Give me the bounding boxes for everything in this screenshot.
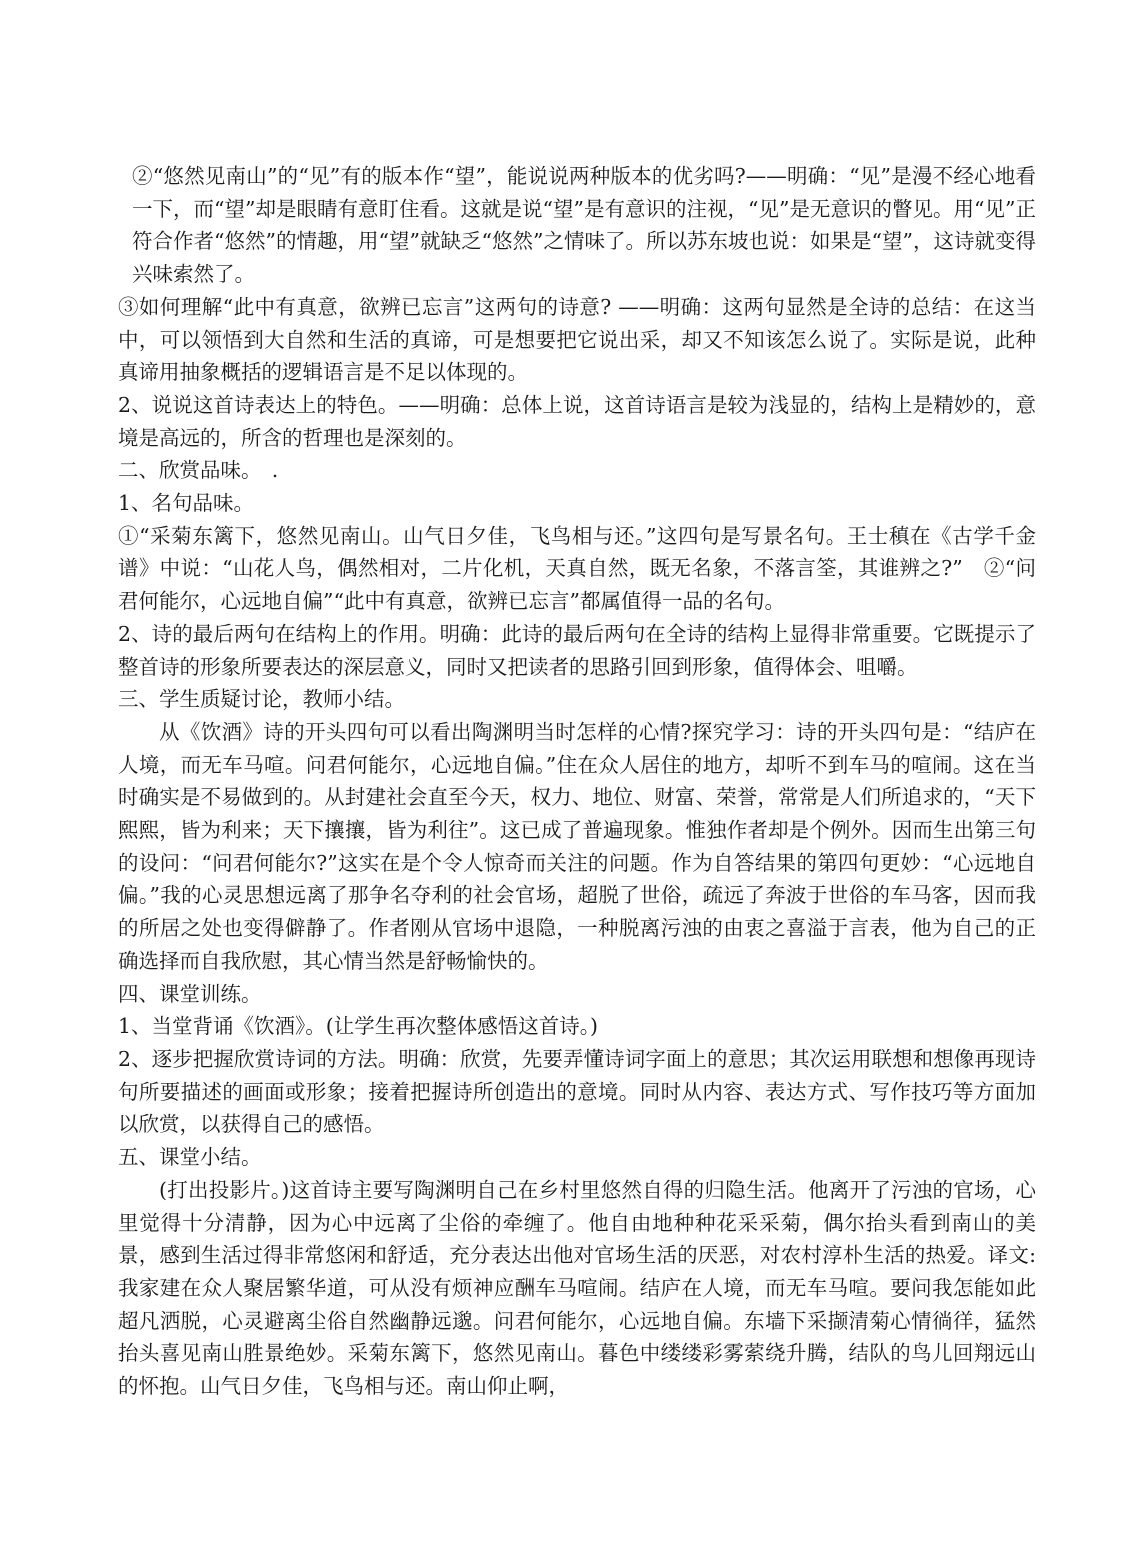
section-heading-summary: 五、课堂小结。 (118, 1145, 262, 1170)
paragraph-famous-lines: ①“采菊东篱下，悠然见南山。山气日夕佳，飞鸟相与还。”这四句是写景名句。王士稹在《古学千金谱》中说：“山花人鸟，偶然相对，二片化机，天真自然，既无名象，不落言筌，其谁辨之?” ②“问君何能尔，心远地自偏”“此中有真意，欲辨已忘言”都属值得一品的名句。 (118, 523, 1036, 614)
paragraph-summary-body: (打出投影片。)这首诗主要写陶渊明自己在乡村里悠然自得的归隐生活。他离开了污浊的官场，心里觉得十分清静，因为心中远离了尘俗的牵缠了。他自由地种种花采采菊，偶尔抬头看到南山的美景，感到生活过得非常悠闲和舒适，充分表达出他对官场生活的厌恶，对农村淳朴生活的热爱。译文: 我家建在众人聚居繁华道，可从没有烦神应酬车马喧闹。结庐在人境，而无车马喧。要问我怎能如此超凡洒脱，心灵避离尘俗自然幽静远邈。问君何能尔，心远地自偏。东墙下采撷清菊心情徜徉，猛然抬头喜见南山胜景绝妙。采菊东篱下，悠然见南山。暮色中缕缕彩雾萦绕升腾，结队的鸟儿回翔远山的怀抱。山气日夕佳，飞鸟相与还。南山仰止啊， (118, 1177, 1036, 1399)
paragraph-ci-zhong-you-zhen-yi: ③如何理解“此中有真意，欲辨已忘言”这两句的诗意? ——明确：这两句显然是全诗的总结：在这当中，可以领悟到大自然和生活的真谛，可是想要把它说出采，却又不知该怎么说了。实际是说，此种真谛用抽象概括的逻辑语言是不足以体现的。 (118, 294, 1036, 385)
section-heading-training: 四、课堂训练。 (118, 981, 262, 1006)
paragraph-last-two-lines: 2、诗的最后两句在结构上的作用。明确：此诗的最后两句在全诗的结构上显得非常重要。它既提示了整首诗的形象所要表达的深层意义，同时又把读者的思路引回到形象，值得体会、咀嚼。 (118, 621, 1036, 679)
paragraph-expression-features: 2、说说这首诗表达上的特色。——明确：总体上说，这首诗语言是较为浅显的，结构上是精妙的，意境是高远的，所含的哲理也是深刻的。 (118, 392, 1036, 450)
section-heading-appreciation: 二、欣赏品味。 . (118, 458, 279, 483)
document-page (118, 160, 1036, 1403)
paragraph-jian-vs-wang: ②“悠然见南山”的“见”有的版本作“望”，能说说两种版本的优劣吗?——明确：“见”是漫不经心地看一下，而“望”却是眼睛有意盯住看。这就是说“望”是有意识的注视，“见”是无意识的瞥见。用“见”正符合作者“悠然”的情趣，用“望”就缺乏“悠然”之情味了。所以苏东坡也说：如果是“望”，这诗就变得兴味索然了。 (132, 164, 1036, 287)
paragraph-discussion-body: 从《饮酒》诗的开头四句可以看出陶渊明当时怎样的心情?探究学习：诗的开头四句是：“结庐在人境，而无车马喧。问君何能尔，心远地自偏。”住在众人居住的地方，却听不到车马的喧闹。这在当时确实是不易做到的。从封建社会直至今天，权力、地位、财富、荣誉，常常是人们所追求的，“天下熙熙，皆为利来；天下攘攘，皆为利往”。这已成了普遍现象。惟独作者却是个例外。因而生出第三句的设问：“问君何能尔?”这实在是个令人惊奇而关注的问题。作为自答结果的第四句更妙：“心远地自偏。”我的心灵思想远离了那争名夺利的社会官场，超脱了世俗，疏远了奔波于世俗的车马客，因而我的所居之处也变得僻静了。作者刚从官场中退隐，一种脱离污浊的由衷之喜溢于言表，他为自己的正确选择而自我欣慰，其心情当然是舒畅愉快的。 (118, 719, 1036, 973)
section-heading-discussion: 三、学生质疑讨论，教师小结。 (118, 687, 405, 712)
paragraph-recite: 1、当堂背诵《饮酒》。(让学生再次整体感悟这首诗。) (118, 1014, 599, 1039)
paragraph-appreciation-method: 2、逐步把握欣赏诗词的方法。明确：欣赏，先要弄懂诗词字面上的意思；其次运用联想和想像再现诗句所要描述的画面或形象；接着把握诗所创造出的意境。同时从内容、表达方式、写作技巧等方面加以欣赏，以获得自己的感悟。 (118, 1046, 1036, 1137)
subheading-famous-lines: 1、名句品味。 (118, 491, 255, 516)
